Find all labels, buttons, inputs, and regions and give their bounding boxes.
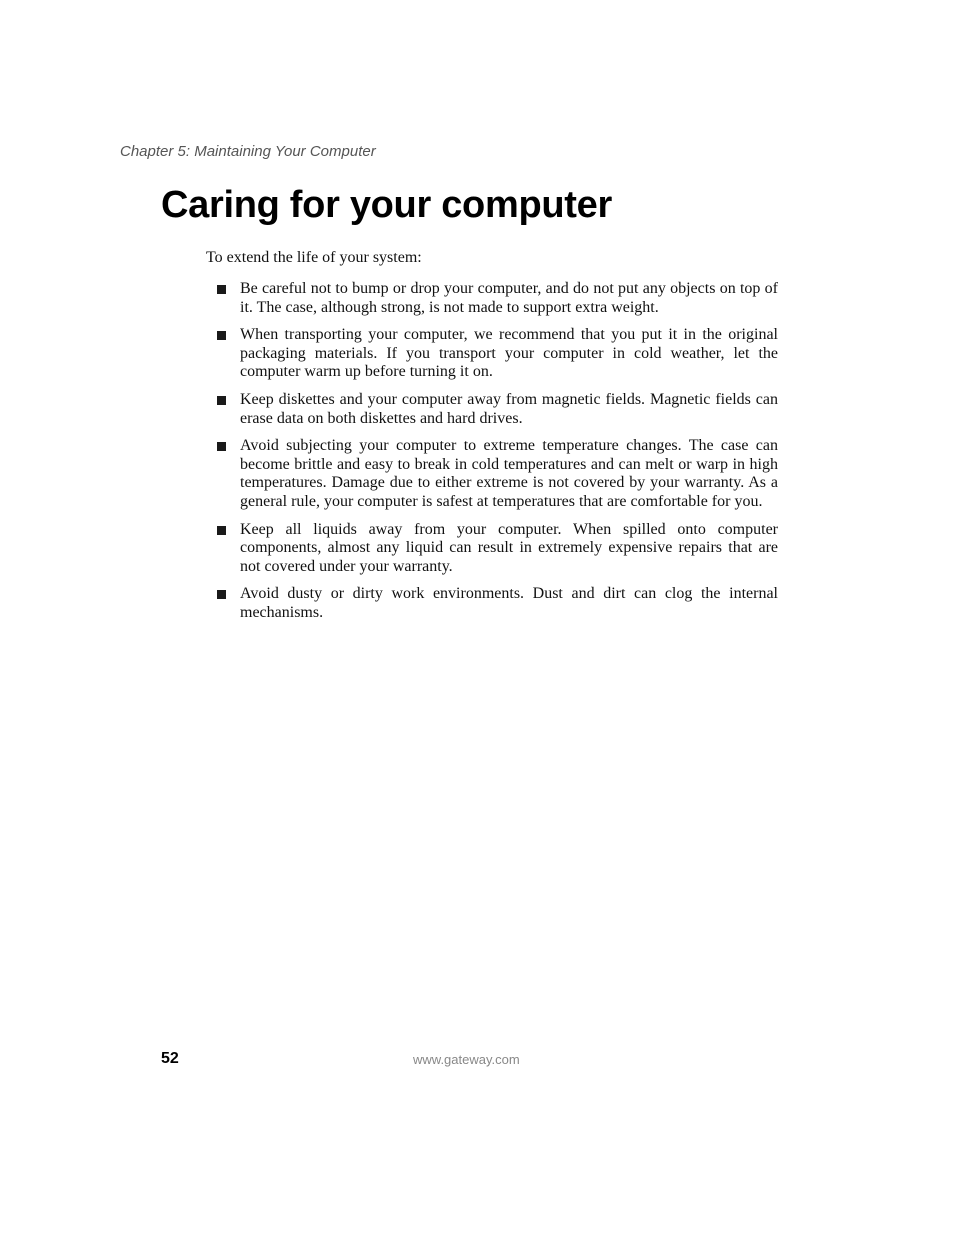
running-header: Chapter 5: Maintaining Your Computer: [120, 143, 376, 160]
square-bullet-icon: [217, 331, 226, 340]
square-bullet-icon: [217, 526, 226, 535]
square-bullet-icon: [217, 442, 226, 451]
list-item: [206, 437, 778, 511]
list-item-text: Avoid subjecting your computer to extreme temperature changes. The case can become brittle and easy to break in cold temperatures and can melt or warp in high temperatures. Damage due to either extreme is not covered by your warranty. As a general rule, your computer is safest at temperatures that are comfortable for you.: [240, 437, 778, 510]
list-item: [206, 521, 778, 577]
list-item: [206, 585, 778, 622]
square-bullet-icon: [217, 285, 226, 294]
list-item: [206, 280, 778, 317]
list-item-text: Avoid dusty or dirty work environments. Dust and dirt can clog the internal mechanisms.: [240, 585, 778, 621]
page-number: 52: [161, 1050, 179, 1067]
care-tips-list: [206, 280, 778, 632]
list-item: [206, 391, 778, 428]
page-title: Caring for your computer: [161, 184, 612, 226]
intro-paragraph: To extend the life of your system:: [206, 249, 422, 266]
list-item-text: Keep diskettes and your computer away from magnetic fields. Magnetic fields can erase data on both diskettes and hard drives.: [240, 390, 778, 427]
footer-url: www.gateway.com: [413, 1052, 520, 1067]
list-item: [206, 326, 778, 382]
square-bullet-icon: [217, 396, 226, 405]
list-item-text: Be careful not to bump or drop your computer, and do not put any objects on top of it. The case, although strong, is not made to support extra weight.: [240, 280, 778, 316]
list-item-text: When transporting your computer, we recommend that you put it in the original packaging materials. If you transport your computer in cold weather, let the computer warm up before turning it on.: [240, 326, 778, 381]
list-item-text: Keep all liquids away from your computer. When spilled onto computer components, almost any liquid can result in extremely expensive repairs that are not covered under your warranty.: [240, 520, 778, 575]
square-bullet-icon: [217, 590, 226, 599]
